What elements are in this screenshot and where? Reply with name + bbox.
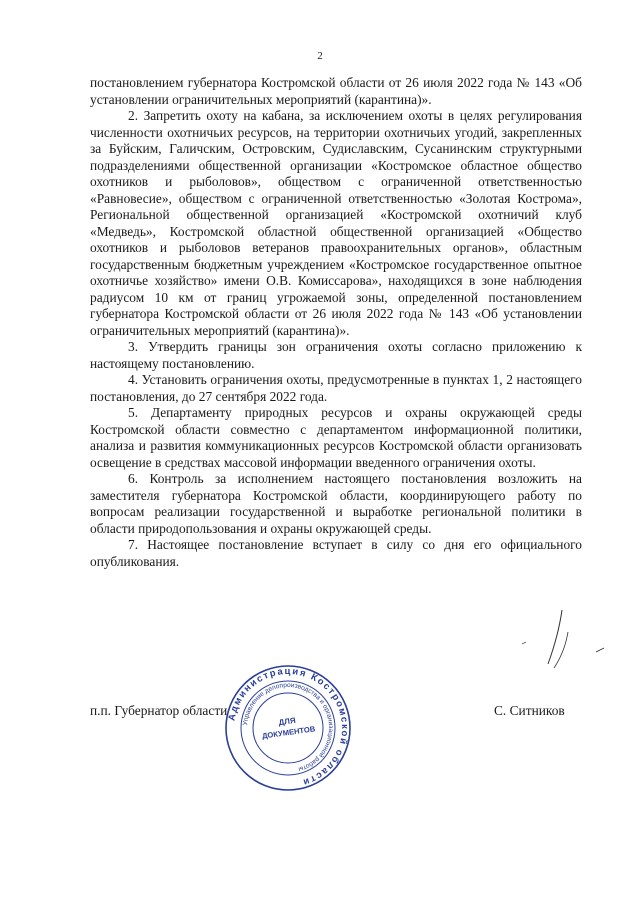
paragraph-item-3: 3. Утвердить границы зон ограничения охоты согласно приложению к настоящему постановлению.	[90, 339, 582, 371]
official-stamp	[224, 664, 352, 792]
paragraph-item-6: 6. Контроль за исполнением настоящего постановления возложить на заместителя губернатора Костромской области, координирующего работу по вопросам реализации государственной и выработке региональной политики в области природопользования и охраны окружающей среды.	[90, 471, 582, 536]
signatory-name: С. Ситников	[494, 703, 565, 718]
stamp-center-line1: ДЛЯ	[278, 715, 297, 728]
document-body	[90, 75, 582, 570]
paragraph-item-7: 7. Настоящее постановление вступает в силу со дня его официального опубликования.	[90, 537, 582, 569]
stamp-outer-text: Администрация Костромской области	[226, 665, 351, 789]
paragraph-item-2: 2. Запретить охоту на кабана, за исключением охоты в целях регулирования численности охотничьих ресурсов, на территории охотничьих угодий, закрепленных за Буйским, Галичским, Островским, Судиславским, Сусанинским структурными подразделениями общественной организации «Костромское областное общество охотников и рыболовов», обществом с ограниченной ответственностью «Равновесие», обществом с ограниченной ответственностью «Золотая Кострома», Региональной общественной организацией «Костромской охотничий клуб «Медведь», Костромской областной общественной организацией «Общество охотников и рыболовов ветеранов правоохранительных органов», областным государственным бюджетным учреждением «Костромское государственное опытное охотничье хозяйство» имени О.В. Комиссарова», находящихся в зоне наблюдения радиусом 10 км от границ угрожаемой зоны, определенной постановлением губернатора Костромской области от 26 июля 2022 года № 143 «Об установлении ограничительных мероприятий (карантина)».	[90, 108, 582, 338]
stamp-inner-text: Управление делопроизводства и организационной работы	[242, 681, 335, 773]
signature-scribble	[520, 604, 610, 674]
stamp-center-line2: ДОКУМЕНТОВ	[261, 724, 316, 741]
page-number: 2	[317, 50, 323, 62]
paragraph-item-4: 4. Установить ограничения охоты, предусмотренные в пунктах 1, 2 настоящего постановления, до 27 сентября 2022 года.	[90, 372, 582, 404]
paragraph-continuation: постановлением губернатора Костромской области от 26 июля 2022 года № 143 «Об установлении ограничительных мероприятий (карантина)».	[90, 75, 582, 107]
paragraph-item-5: 5. Департаменту природных ресурсов и охраны окружающей среды Костромской области совместно с департаментом информационной политики, анализа и развития коммуникационных ресурсов Костромской области организовать освещение в средствах массовой информации введенного ограничения охоты.	[90, 405, 582, 470]
signatory-title: п.п. Губернатор области	[90, 703, 228, 718]
